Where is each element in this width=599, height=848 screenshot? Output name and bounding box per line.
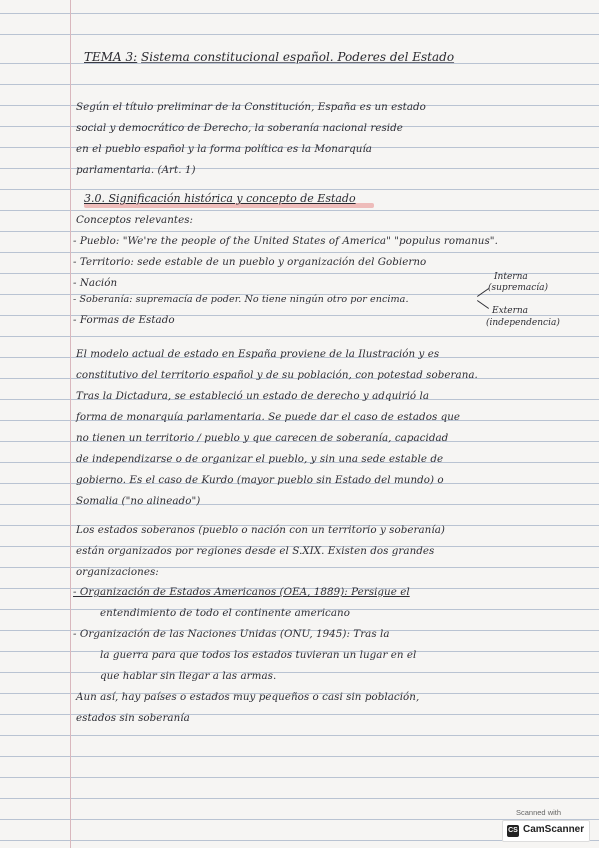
interna-label: Interna — [494, 272, 528, 282]
paragraph-line: constitutivo del territorio español y de su población, con potestad soberana. — [76, 369, 478, 381]
org-item-continuation: la guerra para que todos los estados tuvieran un lugar en el — [100, 649, 417, 661]
scanner-badge — [502, 820, 590, 842]
paragraph-line: Los estados soberanos (pueblo o nación con un territorio y soberanía) — [76, 524, 445, 536]
intro-line: social y democrático de Derecho, la soberanía nacional reside — [76, 122, 403, 134]
section-heading: 3.0. Significación histórica y concepto de Estado — [84, 192, 356, 205]
paragraph-line: organizaciones: — [76, 566, 159, 578]
concept-item: - Soberanía: supremacía de poder. No tiene ningún otro por encima. — [73, 294, 409, 305]
paragraph-line: Somalia ("no alineado") — [76, 495, 201, 507]
paragraph-line: no tienen un territorio / pueblo y que carecen de soberanía, capacidad — [76, 432, 449, 444]
paragraph-line: gobierno. Es el caso de Kurdo (mayor pueblo sin Estado del mundo) o — [76, 474, 444, 486]
branch-line — [477, 300, 489, 309]
paragraph-line: están organizados por regiones desde el S.XIX. Existen dos grandes — [76, 545, 435, 557]
org-item-continuation: que hablar sin llegar a las armas. — [100, 670, 277, 682]
page-title — [84, 50, 454, 64]
paragraph-line: Tras la Dictadura, se estableció un estado de derecho y adquirió la — [76, 390, 430, 402]
scanner-watermark — [502, 808, 590, 840]
camscanner-logo-icon: CS — [507, 825, 519, 837]
section-subheading: Conceptos relevantes: — [76, 214, 194, 226]
title-topic: TEMA 3: — [84, 50, 138, 64]
paragraph-line: forma de monarquía parlamentaria. Se puede dar el caso de estados que — [76, 411, 461, 423]
interna-note: (supremacía) — [488, 283, 549, 293]
margin-line — [70, 0, 71, 848]
concept-item: - Nación — [73, 277, 118, 289]
paragraph-line: El modelo actual de estado en España proviene de la Ilustración y es — [76, 348, 440, 360]
externa-note: (independencia) — [486, 318, 560, 328]
org-item: - Organización de las Naciones Unidas (ONU, 1945): Tras la — [73, 628, 390, 640]
scanner-name: CamScanner — [523, 824, 585, 835]
concept-item: - Pueblo: "We're the people of the United States of America" "populus romanus". — [73, 235, 498, 247]
intro-line: Según el título preliminar de la Constitución, España es un estado — [76, 101, 426, 113]
org-item: - Organización de Estados Americanos (OEA, 1889): Persigue el — [73, 586, 410, 598]
intro-line: en el pueblo español y la forma política es la Monarquía — [76, 143, 372, 155]
closing-line: Aun así, hay países o estados muy pequeños o casi sin población, — [76, 691, 420, 703]
closing-line: estados sin soberanía — [76, 712, 190, 724]
paragraph-line: de independizarse o de organizar el pueblo, y sin una sede estable de — [76, 453, 444, 465]
concept-item: - Territorio: sede estable de un pueblo y organización del Gobierno — [73, 256, 427, 268]
org-item-continuation: entendimiento de todo el continente americano — [100, 607, 350, 619]
scanner-caption: Scanned with — [516, 808, 562, 817]
externa-label: Externa — [492, 306, 529, 316]
title-text: Sistema constitucional español. Poderes del Estado — [141, 50, 455, 64]
intro-line: parlamentaria. (Art. 1) — [76, 164, 196, 176]
concept-item: - Formas de Estado — [73, 314, 175, 326]
